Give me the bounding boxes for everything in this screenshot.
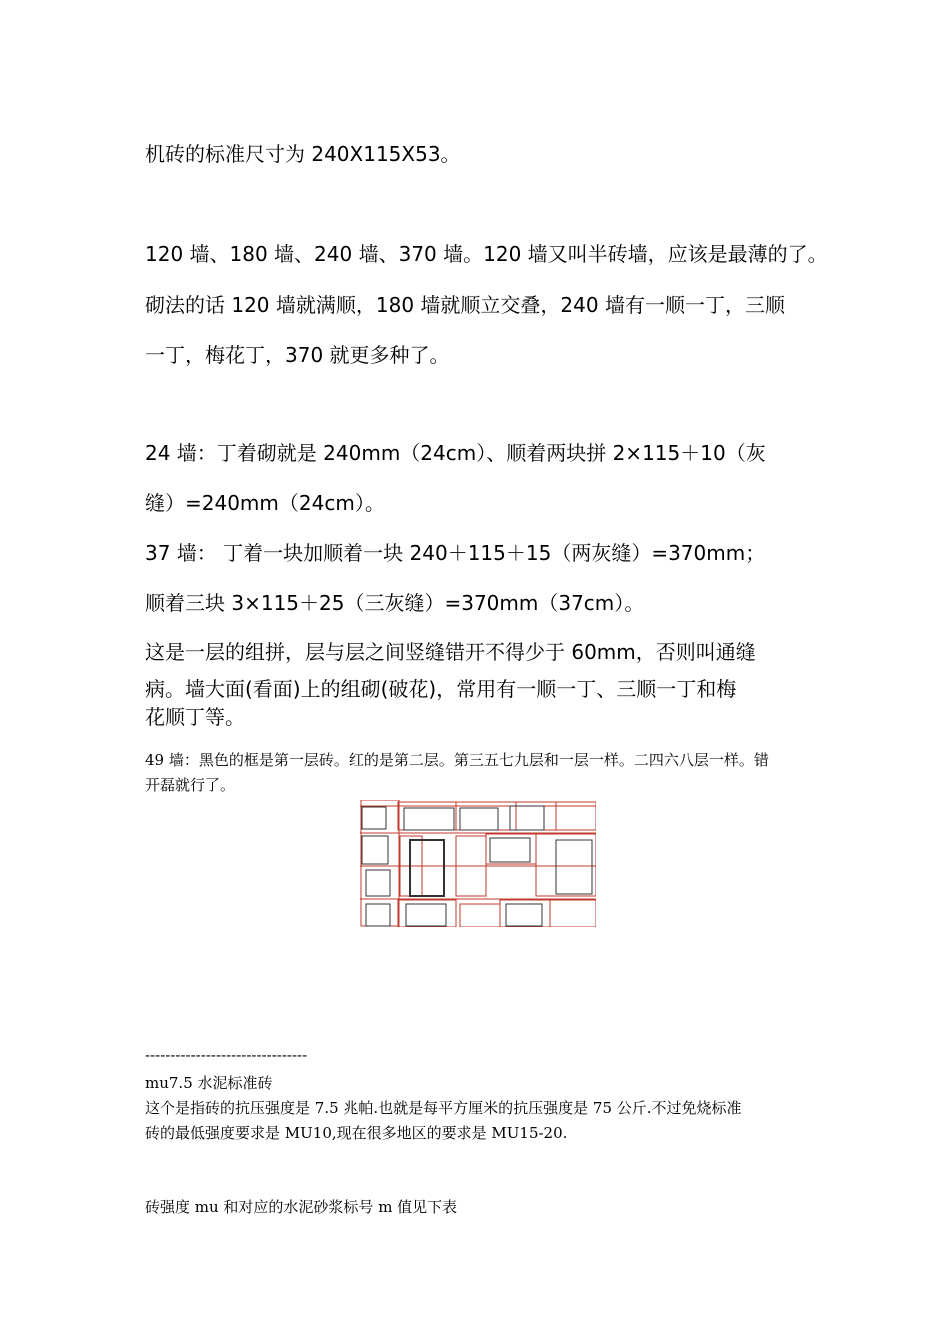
paragraph-strength-line2: 砖的最低强度要求是 MU10,现在很多地区的要求是 MU15-20. — [145, 1124, 568, 1142]
paragraph-joint-line1: 这是一层的组拼，层与层之间竖缝错开不得少于 60mm，否则叫通缝 — [145, 640, 756, 664]
brick-layer1 — [460, 808, 498, 830]
brick-layer2-group — [360, 800, 596, 927]
paragraph-24-wall-line1: 24 墙：丁着砌就是 240mm（24cm）、顺着两块拼 2×115＋10（灰 — [145, 441, 766, 465]
section-divider: -------------------------------- — [145, 1046, 308, 1064]
paragraph-wall-types-line1: 120 墙、180 墙、240 墙、370 墙。120 墙又叫半砖墙，应该是最薄的了。 — [145, 242, 828, 266]
brick-layer1 — [490, 838, 530, 862]
paragraph-49-wall-line2: 开磊就行了。 — [145, 776, 236, 794]
table-caption: 砖强度 mu 和对应的水泥砂浆标号 m 值见下表 — [145, 1198, 458, 1216]
brick-layer1 — [362, 836, 388, 864]
brick-layer1 — [404, 808, 454, 830]
paragraph-joint-line3: 花顺丁等。 — [145, 705, 245, 729]
paragraph-wall-types-line3: 一丁，梅花丁，370 就更多种了。 — [145, 343, 450, 367]
paragraph-24-wall-line2: 缝）=240mm（24cm）。 — [145, 491, 385, 515]
paragraph-49-wall-line1: 49 墙：黑色的框是第一层砖。红的是第二层。第三五七九层和一层一样。二四六八层一样。错 — [145, 751, 769, 769]
brick-layer2 — [460, 904, 500, 927]
brick-layer1 — [366, 904, 390, 926]
section-title-mu75: mu7.5 水泥标准砖 — [145, 1074, 273, 1092]
paragraph-standard-size: 机砖的标准尺寸为 240X115X53。 — [145, 142, 461, 166]
brick-layout-figure — [360, 800, 596, 927]
brick-layer1 — [510, 806, 544, 830]
brick-layer1 — [406, 904, 446, 926]
brick-layer2 — [550, 900, 596, 927]
brick-layer1 — [556, 840, 592, 894]
brick-layer1 — [506, 904, 542, 926]
brick-layer1 — [362, 807, 386, 829]
paragraph-strength-line1: 这个是指砖的抗压强度是 7.5 兆帕.也就是每平方厘米的抗压强度是 75 公斤.不过免烧标准 — [145, 1099, 742, 1117]
brick-layer2 — [361, 800, 399, 926]
paragraph-joint-line2: 病。墙大面(看面)上的组砌(破花)，常用有一顺一丁、三顺一丁和梅 — [145, 677, 737, 701]
brick-layer1 — [366, 870, 390, 896]
paragraph-wall-types-line2: 砌法的话 120 墙就满顺，180 墙就顺立交叠，240 墙有一顺一丁，三顺 — [145, 293, 785, 317]
brick-layer1 — [410, 840, 444, 896]
paragraph-37-wall-line1: 37 墙： 丁着一块加顺着一块 240＋115＋15（两灰缝）=370mm； — [145, 541, 766, 565]
brick-layer2 — [536, 834, 596, 896]
paragraph-37-wall-line2: 顺着三块 3×115＋25（三灰缝）=370mm（37cm）。 — [145, 591, 645, 615]
